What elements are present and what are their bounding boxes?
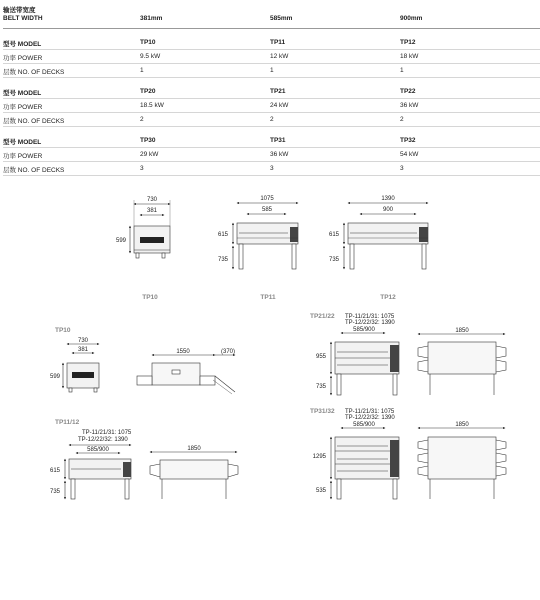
power-cell: 18 kW (400, 53, 419, 60)
decks-cell: 1 (400, 67, 404, 74)
tp10-front-label: TP10 (142, 294, 158, 301)
tp21-22-belt: 585/900 (353, 327, 375, 333)
tp12-height-dim: 615 (328, 232, 339, 238)
model-cell: TP10 (140, 39, 156, 46)
tp21-22-note1: TP-11/21/31: 1075 (345, 314, 395, 320)
tp21-22-detail-view (310, 313, 506, 395)
decks-cell: 3 (400, 165, 404, 172)
power-cell: 36 kW (270, 151, 289, 158)
power-cell: 29 kW (140, 151, 159, 158)
tp31-32-detail-view (310, 408, 506, 499)
tp10-detail-view (50, 327, 235, 394)
tp21-22-note2: TP-12/22/32: 1390 (345, 320, 395, 326)
model-cell: TP22 (400, 88, 416, 95)
decks-cell: 1 (140, 67, 144, 74)
tp21-22-leg: 735 (315, 384, 326, 390)
tp10-detail-length: 1550 (176, 349, 190, 355)
belt-width-2: 585mm (270, 15, 293, 22)
model-cell: TP30 (140, 137, 156, 144)
model-cell: TP11 (270, 39, 286, 46)
tp21-22-detail-label: TP21/22 (310, 313, 335, 320)
tp31-32-height: 1295 (312, 454, 326, 460)
tp12-leg-dim: 735 (328, 257, 339, 263)
tp11-height-dim: 615 (217, 232, 228, 238)
tp10-belt-dim: 381 (146, 208, 158, 214)
power-cell: 12 kW (270, 53, 289, 60)
tp10-detail-ext: (370) (220, 349, 236, 355)
tp31-32-note2: TP-12/22/32: 1390 (345, 415, 395, 421)
decks-cell: 3 (270, 165, 274, 172)
decks-label: 层数 NO. OF DECKS (3, 69, 65, 76)
decks-cell: 3 (140, 165, 144, 172)
decks-cell: 2 (270, 116, 274, 123)
tp12-front-view (329, 196, 428, 269)
power-label: 功率 POWER (3, 104, 43, 111)
tp10-detail-belt: 381 (77, 347, 89, 353)
tp11-12-belt: 585/900 (87, 447, 109, 453)
power-label: 功率 POWER (3, 55, 43, 62)
tp21-22-height: 955 (315, 354, 326, 360)
tp11-12-note1: TP-11/21/31: 1075 (82, 430, 132, 436)
model-cell: TP21 (270, 88, 286, 95)
tp11-front-label: TP11 (260, 294, 276, 301)
tp31-32-belt: 585/900 (353, 422, 375, 428)
tp12-front-label: TP12 (380, 294, 396, 301)
decks-cell: 2 (400, 116, 404, 123)
tp11-width-dim: 1075 (260, 196, 274, 202)
power-cell: 18.5 kW (140, 102, 164, 109)
tp10-front-view (116, 197, 170, 258)
belt-width-3: 900mm (400, 15, 423, 22)
tp21-22-length: 1850 (455, 328, 469, 334)
belt-width-label: BELT WIDTH (3, 15, 43, 22)
model-label: 型号 MODEL (3, 41, 42, 48)
tp11-12-length: 1850 (187, 446, 201, 452)
tp10-detail-width: 730 (77, 338, 89, 344)
power-cell: 54 kW (400, 151, 419, 158)
tp31-32-note1: TP-11/21/31: 1075 (345, 409, 395, 415)
tp11-belt-dim: 585 (261, 207, 273, 213)
model-label: 型号 MODEL (3, 139, 42, 146)
decks-label: 层数 NO. OF DECKS (3, 167, 65, 174)
model-label: 型号 MODEL (3, 90, 42, 97)
power-cell: 36 kW (400, 102, 419, 109)
spec-title-cn: 输送带宽度 (3, 7, 36, 14)
model-cell: TP32 (400, 137, 416, 144)
tp11-12-detail-view (50, 419, 238, 499)
tp31-32-detail-label: TP31/32 (310, 408, 335, 415)
model-cell: TP12 (400, 39, 416, 46)
model-cell: TP31 (270, 137, 286, 144)
tp10-detail-height: 599 (49, 374, 60, 380)
tp12-width-dim: 1390 (381, 196, 395, 202)
tp11-front-view (218, 196, 298, 269)
tp31-32-leg: 535 (315, 488, 326, 494)
tp11-12-leg: 735 (49, 489, 60, 495)
belt-width-1: 381mm (140, 15, 163, 22)
model-cell: TP20 (140, 88, 156, 95)
tp11-12-height: 615 (49, 468, 60, 474)
decks-label: 层数 NO. OF DECKS (3, 118, 65, 125)
decks-cell: 2 (140, 116, 144, 123)
decks-cell: 1 (270, 67, 274, 74)
tp10-height-dim: 599 (115, 238, 126, 244)
tp11-12-detail-label: TP11/12 (55, 419, 80, 426)
tp10-detail-label: TP10 (55, 327, 71, 334)
power-cell: 9.5 kW (140, 53, 161, 60)
power-label: 功率 POWER (3, 153, 43, 160)
tp11-leg-dim: 735 (217, 257, 228, 263)
tp10-width-dim: 730 (146, 197, 158, 203)
tp31-32-length: 1850 (455, 422, 469, 428)
tp11-12-note2: TP-12/22/32: 1390 (78, 437, 128, 443)
power-cell: 24 kW (270, 102, 289, 109)
tp12-belt-dim: 900 (382, 207, 394, 213)
